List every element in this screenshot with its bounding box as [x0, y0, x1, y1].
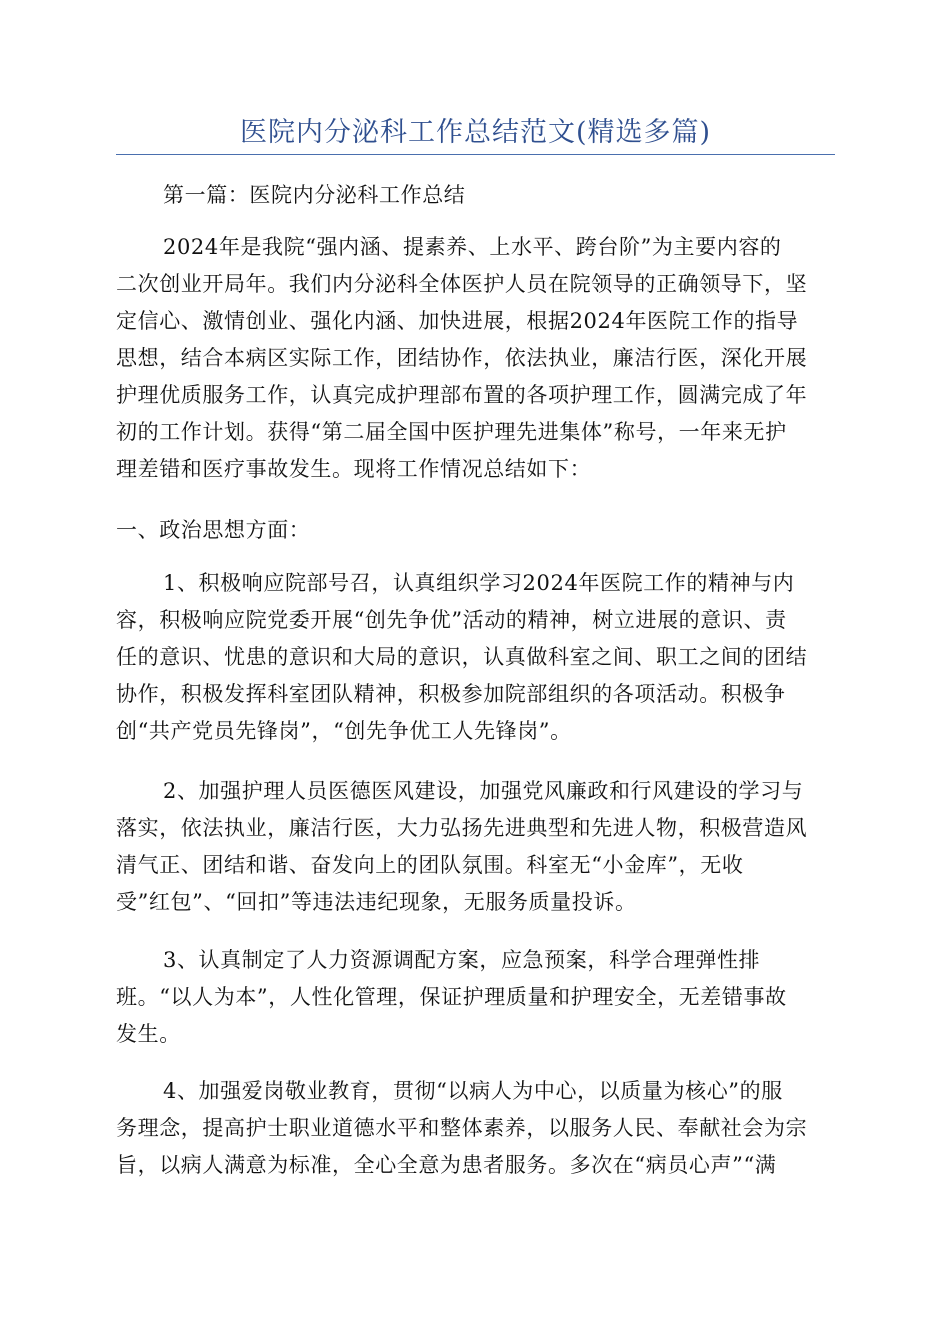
- document-title: 医院内分泌科工作总结范文(精选多篇): [239, 117, 712, 148]
- text-line: 1、积极响应院部号召，认真组织学习2024年医院工作的精神与内: [163, 571, 795, 595]
- text-line: 发生。: [116, 1022, 181, 1046]
- text-line: 创“共产党员先锋岗”，“创先争优工人先锋岗”。: [116, 719, 572, 743]
- text-line: 理差错和医疗事故发生。现将工作情况总结如下：: [116, 457, 592, 481]
- text-line: 任的意识、忧患的意识和大局的意识，认真做科室之间、职工之间的团结: [116, 645, 808, 669]
- text-line: 思想，结合本病区实际工作，团结协作，依法执业，廉洁行医，深化开展: [116, 346, 808, 370]
- text-line: 容，积极响应院党委开展“创先争优”活动的精神，树立进展的意识、责: [116, 608, 787, 632]
- text-line: 一、政治思想方面：: [116, 518, 311, 542]
- text-line: 班。“以人为本”，人性化管理，保证护理质量和护理安全，无差错事故: [116, 985, 787, 1009]
- text-line: 二次创业开局年。我们内分泌科全体医护人员在院领导的正确领导下，坚: [116, 272, 808, 296]
- text-line: 清气正、团结和谐、奋发向上的团队氛围。科室无“小金库”，无收: [116, 853, 744, 877]
- text-line: 旨，以病人满意为标准，全心全意为患者服务。多次在“病员心声”“满: [116, 1153, 777, 1177]
- text-line: 2、加强护理人员医德医风建设，加强党风廉政和行风建设的学习与: [163, 779, 804, 803]
- text-line: 3、认真制定了人力资源调配方案，应急预案，科学合理弹性排: [163, 948, 761, 972]
- text-line: 4、加强爱岗敬业教育，贯彻“以病人为中心，以质量为核心”的服: [163, 1079, 783, 1103]
- text-line: 协作，积极发挥科室团队精神，积极参加院部组织的各项活动。积极争: [116, 682, 786, 706]
- text-line: 受”红包”、“回扣”等违法违纪现象，无服务质量投诉。: [116, 890, 637, 914]
- text-line: 落实，依法执业，廉洁行医，大力弘扬先进典型和先进人物，积极营造风: [116, 816, 808, 840]
- text-line: 定信心、激情创业、强化内涵、加快进展，根据2024年医院工作的指导: [116, 309, 799, 333]
- title-underline: [116, 154, 835, 155]
- text-line: 务理念，提高护士职业道德水平和整体素养，以服务人民、奉献社会为宗: [116, 1116, 808, 1140]
- text-line: 初的工作计划。获得“第二届全国中医护理先进集体”称号，一年来无护: [116, 420, 787, 444]
- text-line: 护理优质服务工作，认真完成护理部布置的各项护理工作，圆满完成了年: [116, 383, 808, 407]
- subtitle-line: 第一篇：医院内分泌科工作总结: [163, 183, 466, 207]
- text-line: 2024年是我院“强内涵、提素养、上水平、跨台阶”为主要内容的: [163, 235, 782, 259]
